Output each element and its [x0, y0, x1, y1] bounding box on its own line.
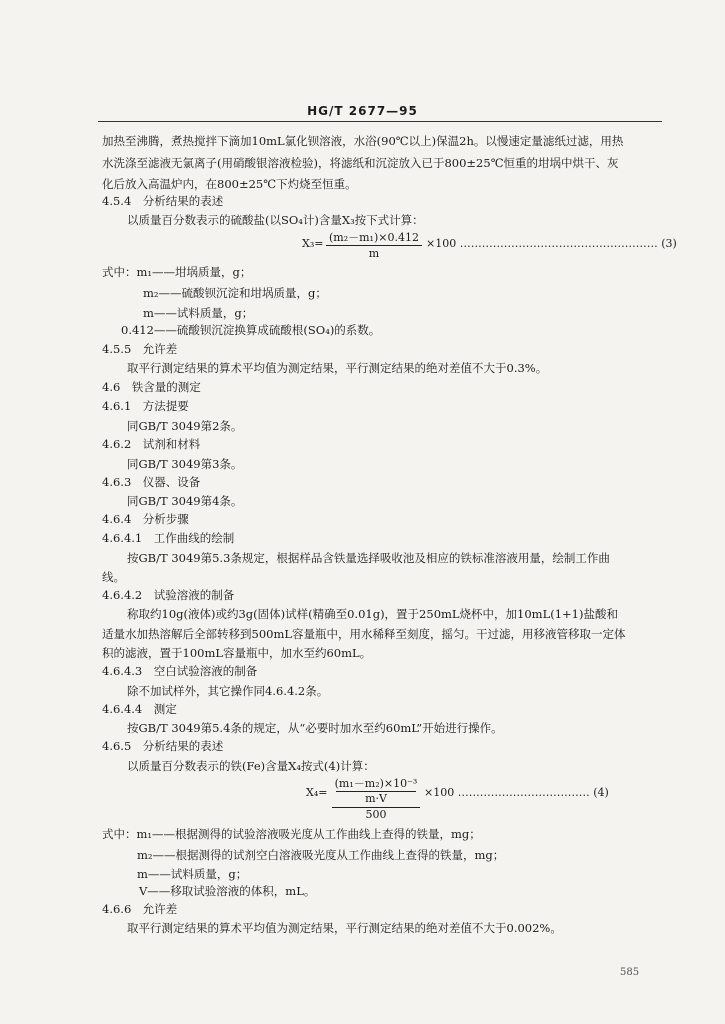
text-line: 以质量百分数表示的铁(Fe)含量X₄按式(4)计算： — [127, 759, 375, 773]
document-page: HG/T 2677—95 加热至沸腾，煮热搅拌下滴加10mL氯化钡溶液，水浴(90℃以上)保温2h。以慢速定量滤纸过滤，用热 水洗涤至滤液无氯离子(用硝酸银溶液检验)，将滤纸和沉淀放入已于800±25℃恒重的坩埚中烘干、灰 化后放入高温炉内，在800±25℃下灼烧至恒重。 4.5.4 分析结果的表述 以质量百分数表示的硫酸盐(以SO₄计)含量X₃按下式计算： X₃= (m₂－m₁)×0.412 m ×100 ……………………………………………… (3) 式中：m₁——坩埚质量，g； m₂——硫酸钡沉淀和坩埚质量，g； m——试料质量，g； 0.412——硫酸钡沉淀换算成硫酸根(SO₄)的系数。 4.5.5 允许差 取平行测定结果的算术平均值为测定结果，平行测定结果的绝对差值不大于0.3%。 4.6 铁含量的测定 4.6.1 方法提要 同GB/T 3049第2条。 4.6.2 试剂和材料 同GB/T 3049第3条。 4.6.3 仪器、设备 同GB/T 3049第4条。 4.6.4 分析步骤 4.6.4.1 工作曲线的绘制 按GB/T 3049第5.3条规定，根据样品含铁量选择吸收池及相应的铁标准溶液用量，绘制工作曲 线。 4.6.4.2 试验溶液的制备 称取约10g(液体)或约3g(固体)试样(精确至0.01g)，置于250mL烧杯中，加10mL(1+1)盐酸和 适量水加热溶解后全部转移到500mL容量瓶中，用水稀释至刻度，摇匀。干过滤，用移液管移取一定体 积的滤液，置于100mL容量瓶中，加水至约60mL。 4.6.4.3 空白试验溶液的制备 除不加试样外，其它操作同4.6.4.2条。 4.6.4.4 测定 按GB/T 3049第5.4条的规定，从“必要时加水至约60mL”开始进行操作。 4.6.5 分析结果的表述 以质量百分数表示的铁(Fe)含量X₄按式(4)计算： X₄= (m₁－m₂)×10⁻³ m·V 500 ×100 ……………………………… (4) 式中：m₁——根据测得的试验溶液吸光度从工作曲线上查得的铁量，mg； m₂——根据测得的试剂空白溶液吸光度从工作曲线上查得的铁量，mg； m——试料质量，g； V——移取试验溶液的体积，mL。 4.6.6 允许差 取平行测定结果的算术平均值为测定结果，平行测定结果的绝对差值不大于0.002%。 585 — [0, 0, 725, 1024]
text-line: 式中：m₁——根据测得的试验溶液吸光度从工作曲线上查得的铁量，mg； — [102, 827, 481, 841]
text-line: m——试料质量，g； — [137, 867, 248, 881]
fraction-bar — [326, 245, 422, 246]
section-heading: 4.6.1 方法提要 — [102, 399, 189, 413]
text-line: 以质量百分数表示的硫酸盐(以SO₄计)含量X₃按下式计算： — [127, 213, 424, 227]
text-line: 按GB/T 3049第5.4条的规定，从“必要时加水至约60mL”开始进行操作。 — [127, 721, 503, 735]
header-rule — [98, 121, 662, 122]
text-line: 适量水加热溶解后全部转移到500mL容量瓶中，用水稀释至刻度，摇匀。干过滤，用移液管移取一定体 — [102, 627, 626, 641]
section-heading: 4.6 铁含量的测定 — [102, 380, 201, 394]
text-line: 取平行测定结果的算术平均值为测定结果，平行测定结果的绝对差值不大于0.3%。 — [127, 361, 548, 375]
text-line: 取平行测定结果的算术平均值为测定结果，平行测定结果的绝对差值不大于0.002%。 — [127, 921, 562, 935]
text-line: m₂——根据测得的试剂空白溶液吸光度从工作曲线上查得的铁量，mg； — [137, 848, 505, 862]
page-header: HG/T 2677—95 — [307, 104, 418, 118]
text-line: 同GB/T 3049第2条。 — [127, 419, 243, 433]
section-heading: 4.6.4.4 测定 — [102, 702, 177, 716]
section-heading: 4.6.6 允许差 — [102, 902, 178, 916]
section-heading: 4.6.4 分析步骤 — [102, 512, 189, 526]
text-line: 0.412——硫酸钡沉淀换算成硫酸根(SO₄)的系数。 — [121, 323, 381, 337]
text-line: 化后放入高温炉内，在800±25℃下灼烧至恒重。 — [102, 177, 357, 191]
text-line: V——移取试验溶液的体积，mL。 — [139, 884, 316, 898]
section-heading: 4.5.5 允许差 — [102, 342, 178, 356]
text-line: 水洗涤至滤液无氯离子(用硝酸银溶液检验)，将滤纸和沉淀放入已于800±25℃恒重的坩埚中烘干、灰 — [102, 156, 619, 170]
section-heading: 4.6.3 仪器、设备 — [102, 475, 201, 489]
text-line: 称取约10g(液体)或约3g(固体)试样(精确至0.01g)，置于250mL烧杯中，加10mL(1+1)盐酸和 — [127, 607, 618, 621]
text-line: 线。 — [102, 570, 125, 584]
section-heading: 4.5.4 分析结果的表述 — [102, 194, 224, 208]
section-heading: 4.6.4.2 试验溶液的制备 — [102, 588, 235, 602]
text-line: 同GB/T 3049第3条。 — [127, 457, 243, 471]
section-heading: 4.6.4.3 空白试验溶液的制备 — [102, 664, 258, 678]
text-line: 加热至沸腾，煮热搅拌下滴加10mL氯化钡溶液，水浴(90℃以上)保温2h。以慢速定量滤纸过滤，用热 — [102, 134, 624, 148]
text-line: 式中：m₁——坩埚质量，g； — [102, 265, 252, 279]
section-heading: 4.6.4.1 工作曲线的绘制 — [102, 531, 235, 545]
page-number: 585 — [620, 967, 640, 978]
text-line: 按GB/T 3049第5.3条规定，根据样品含铁量选择吸收池及相应的铁标准溶液用量，绘制工作曲 — [127, 551, 610, 565]
section-heading: 4.6.5 分析结果的表述 — [102, 739, 224, 753]
text-line: 除不加试样外，其它操作同4.6.4.2条。 — [127, 684, 329, 698]
section-heading: 4.6.2 试剂和材料 — [102, 437, 201, 451]
text-line: m——试料质量，g； — [143, 306, 254, 320]
text-line: m₂——硫酸钡沉淀和坩埚质量，g； — [143, 286, 327, 300]
text-line: 同GB/T 3049第4条。 — [127, 494, 243, 508]
text-line: 积的滤液，置于100mL容量瓶中，加水至约60mL。 — [102, 646, 372, 660]
